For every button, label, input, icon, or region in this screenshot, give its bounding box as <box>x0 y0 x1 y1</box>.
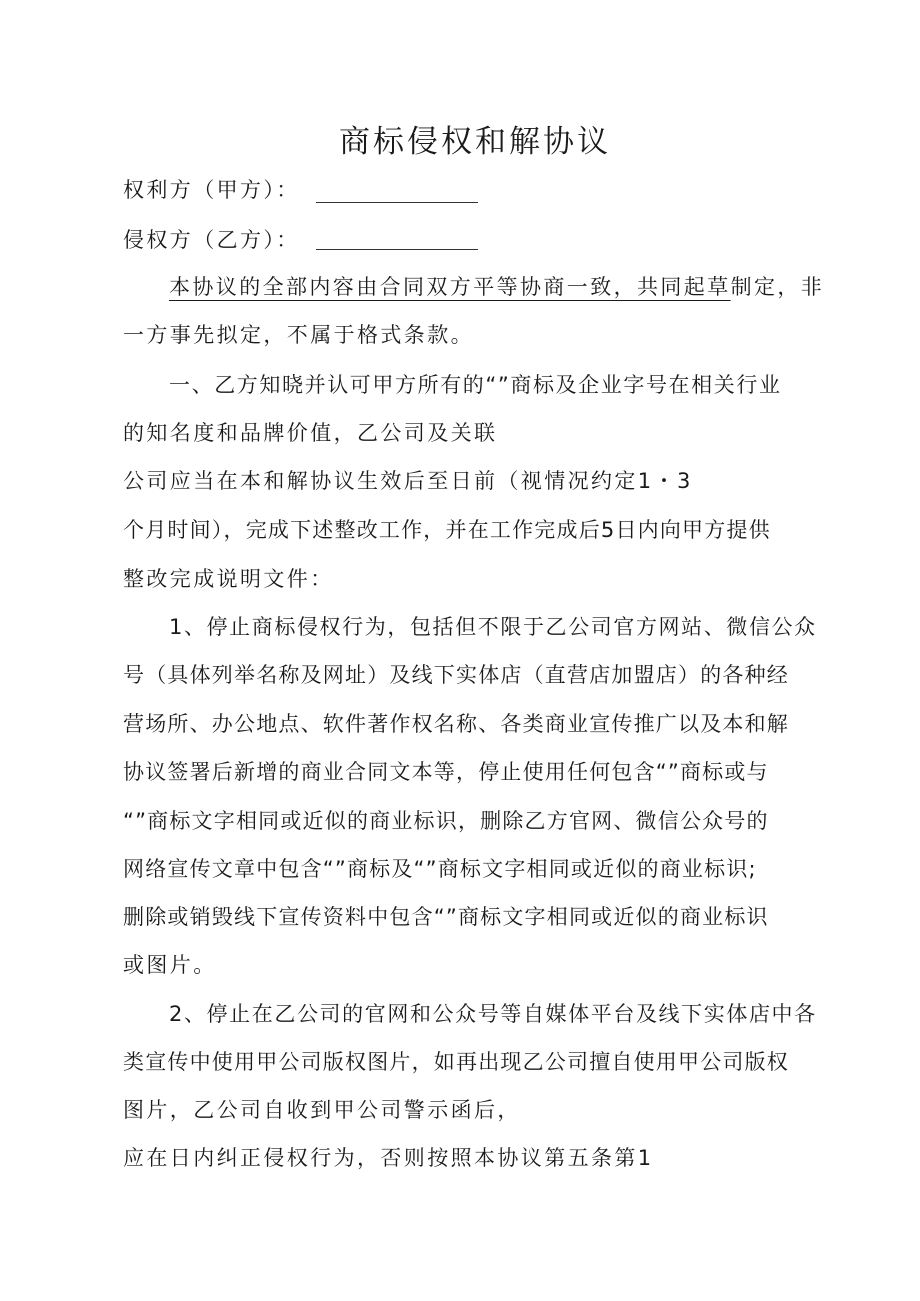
item1-line-3: 营场所、办公地点、软件著作权名称、各类商业宣传推广以及本和解 <box>123 712 789 736</box>
item2-line-3: 图片，乙公司自收到甲公司警示函后， <box>123 1098 521 1122</box>
party-b-blank <box>316 249 478 250</box>
document-title: 商标侵权和解协议 <box>339 124 611 160</box>
preamble-line-1 <box>169 272 824 302</box>
item1-line-1: 1、停止商标侵权行为，包括但不限于乙公司官方网站、微信公众 <box>169 615 817 639</box>
clause1-line-2: 的知名度和品牌价值，乙公司及关联 <box>123 421 498 445</box>
party-a-label: 权利方（甲方）： <box>123 178 300 202</box>
preamble-underlined: 本协议的全部内容由合同双方平等协商一致，共同起草 <box>169 275 731 299</box>
item1-line-2: 号（具体列举名称及网址）及线下实体店（直营店加盟店）的各种经 <box>123 663 789 687</box>
item1-line-6: 网络宣传文章中包含“”商标及“”商标文字相同或近似的商业标识; <box>123 857 757 881</box>
party-a-blank <box>316 202 478 203</box>
item2-line-1: 2、停止在乙公司的官网和公众号等自媒体平台及线下实体店中各 <box>169 1002 817 1026</box>
item1-line-4: 协议签署后新增的商业合同文本等，停止使用任何包含“”商标或与 <box>123 760 769 784</box>
item1-line-7: 删除或销毁线下宣传资料中包含“”商标文字相同或近似的商业标识 <box>123 905 769 929</box>
item1-line-5: “”商标文字相同或近似的商业标识，删除乙方官网、微信公众号的 <box>123 809 769 833</box>
clause1-line-5: 整改完成说明文件： <box>123 567 334 591</box>
clause1-line-4: 个月时间），完成下述整改工作，并在工作完成后5日内向甲方提供 <box>123 518 771 542</box>
preamble-rest: 制定，非 <box>730 275 825 299</box>
item2-line-2: 类宣传中使用甲公司版权图片，如再出现乙公司擅自使用甲公司版权 <box>123 1050 789 1074</box>
preamble-line-2: 一方事先拟定，不属于格式条款。 <box>123 323 474 347</box>
item2-line-4: 应在日内纠正侵权行为，否则按照本协议第五条第1 <box>123 1146 654 1170</box>
clause1-line-1: 一、乙方知晓并认可甲方所有的“”商标及企业字号在相关行业 <box>169 373 782 397</box>
party-b-label: 侵权方（乙方）： <box>123 228 300 252</box>
clause1-line-3: 公司应当在本和解协议生效后至日前（视情况约定1・3 <box>123 469 693 493</box>
item1-line-8: 或图片。 <box>123 953 217 977</box>
